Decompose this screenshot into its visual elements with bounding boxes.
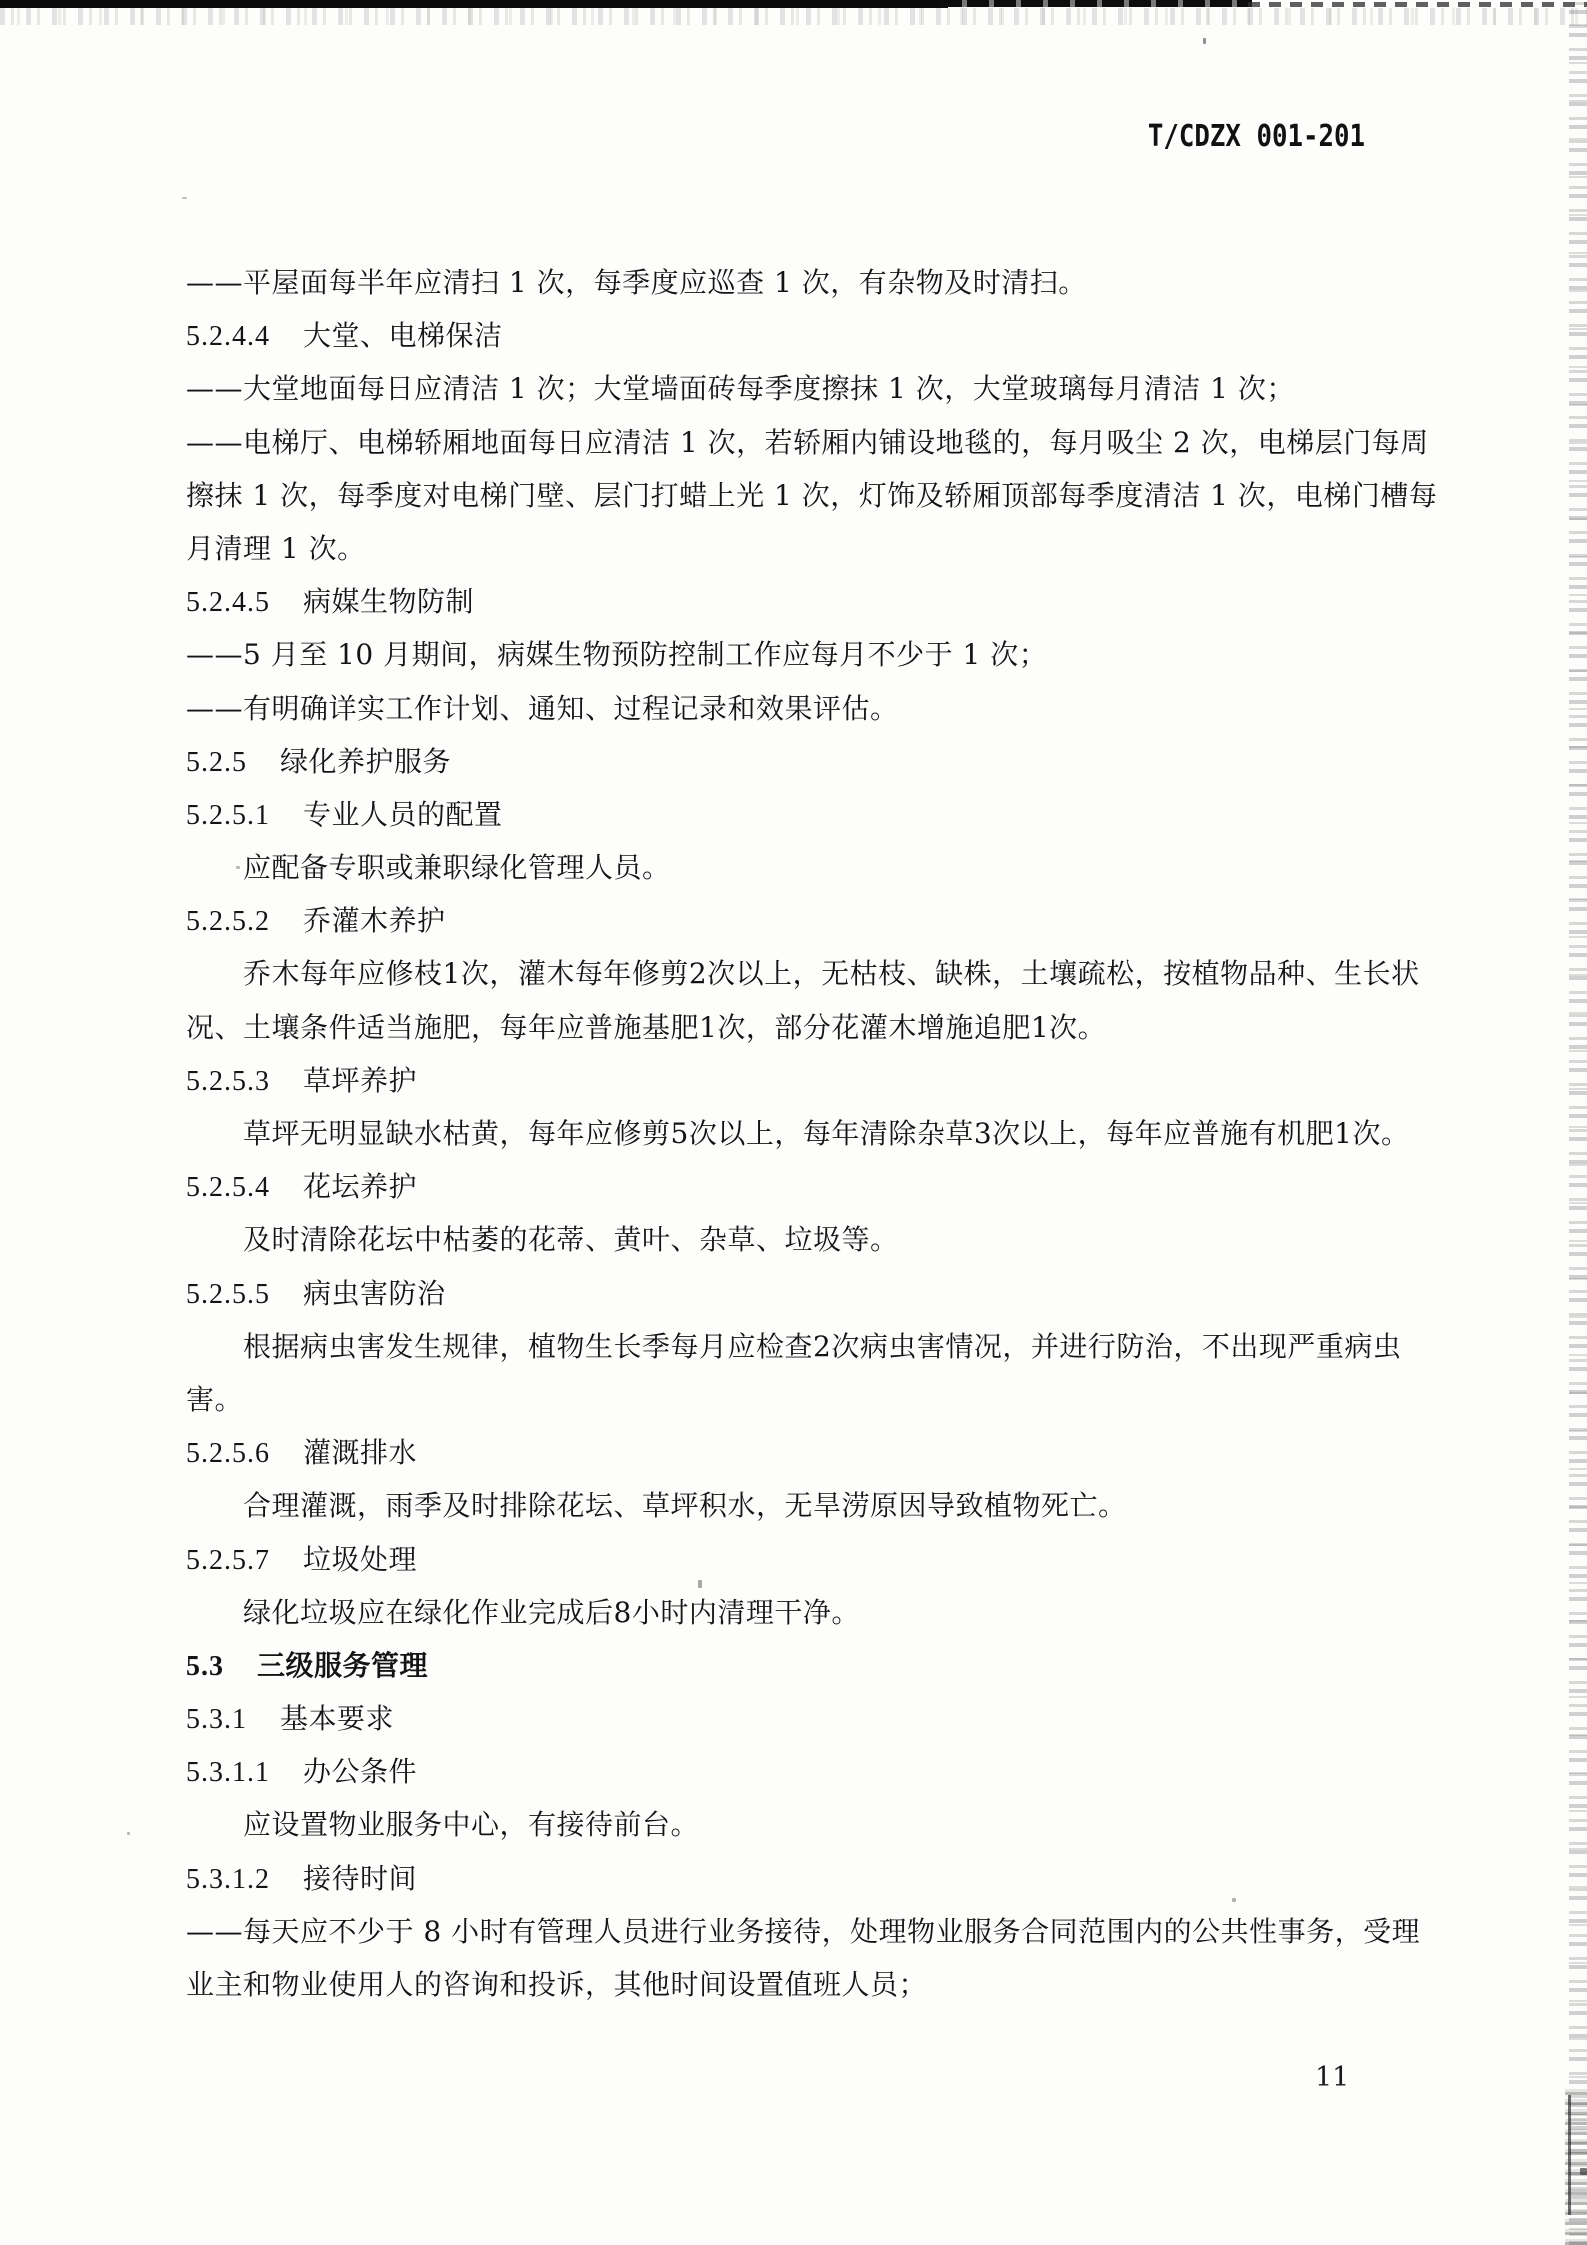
text-line [186, 416, 1482, 469]
page-number: 11 [1315, 2062, 1350, 2093]
text-line [186, 1001, 1482, 1054]
text-line [186, 947, 1482, 1000]
text-line [186, 469, 1482, 522]
line-text: 况、土壤条件适当施肥，每年应普施基肥1次，部分花灌木增施追肥1次。 [186, 1010, 1107, 1044]
text-line [186, 256, 1482, 309]
line-text: ——有明确详实工作计划、通知、过程记录和效果评估。 [186, 691, 899, 725]
line-text: 合理灌溉，雨季及时排除花坛、草坪积水，无旱涝原因导致植物死亡。 [243, 1489, 1127, 1523]
text-line [186, 1958, 1482, 2011]
scan-top-band [0, 0, 948, 8]
clause-number: 5.3.1.2 [186, 1863, 270, 1895]
clause-heading [186, 309, 1482, 362]
scan-right-edge-line [1568, 2095, 1571, 2215]
line-text: 病虫害防治 [303, 1277, 446, 1309]
line-text: 擦抹 1 次，每季度对电梯门壁、层门打蜡上光 1 次，灯饰及轿厢顶部每季度清洁 1 次，电梯门槽每 [186, 478, 1438, 512]
clause-heading [186, 1852, 1482, 1905]
line-text: 接待时间 [303, 1862, 418, 1894]
line-text: 草坪无明显缺水枯黄，每年应修剪5次以上，每年清除杂草3次以上，每年应普施有机肥1次。 [243, 1117, 1410, 1150]
clause-heading [186, 1692, 1482, 1745]
scan-speck [127, 1832, 130, 1835]
clause-heading [186, 1160, 1482, 1213]
text-line [186, 1373, 1482, 1426]
text-line [186, 362, 1482, 415]
clause-number: 5.2.5.3 [186, 1065, 270, 1097]
line-text: 专业人员的配置 [303, 798, 503, 830]
line-text: 乔木每年应修枝1次，灌木每年修剪2次以上，无枯枝、缺株，土壤疏松，按植物品种、生长状 [243, 957, 1420, 991]
clause-number: 5.3.1 [186, 1704, 247, 1736]
text-line [186, 1479, 1482, 1532]
clause-heading [186, 1745, 1482, 1798]
clause-number: 5.3 [186, 1650, 224, 1682]
clause-heading [186, 1426, 1482, 1479]
clause-number: 5.3.1.1 [186, 1757, 270, 1789]
clause-heading [186, 1267, 1482, 1320]
clause-number: 5.2.5.6 [186, 1438, 270, 1470]
text-line [186, 682, 1482, 735]
line-text: 应设置物业服务中心，有接待前台。 [243, 1808, 700, 1842]
line-text: 业主和物业使用人的咨询和投诉，其他时间设置值班人员； [186, 1968, 928, 2001]
clause-heading [186, 575, 1482, 628]
line-text: 大堂、电梯保洁 [303, 320, 503, 352]
clause-number: 5.2.4.4 [186, 321, 270, 353]
clause-number: 5.2.5.5 [186, 1278, 270, 1310]
line-text: 乔灌木养护 [303, 905, 446, 937]
line-text: 草坪养护 [303, 1064, 418, 1096]
clause-heading [186, 894, 1482, 947]
text-line [186, 628, 1482, 681]
text-line [186, 1213, 1482, 1266]
scan-top-band-dashes-light [1248, 2, 1587, 7]
line-text: ——每天应不少于 8 小时有管理人员进行业务接待，处理物业服务合同范围内的公共性事务，受理 [186, 1914, 1421, 1948]
line-text: 根据病虫害发生规律，植物生长季每月应检查2次病虫害情况，并进行防治，不出现严重病虫 [243, 1329, 1402, 1363]
line-text: 垃圾处理 [303, 1543, 418, 1575]
clause-number: 5.2.5 [186, 746, 247, 778]
text-line [186, 1107, 1482, 1160]
document-body [186, 256, 1482, 2011]
text-line [186, 1798, 1482, 1851]
scan-speck [182, 197, 187, 199]
scan-top-band-dashes [940, 0, 1252, 7]
clause-number: 5.2.5.1 [186, 799, 270, 831]
line-text: ——5 月至 10 月期间，病媒生物预防控制工作应每月不少于 1 次； [186, 638, 1048, 672]
line-text: 及时清除花坛中枯萎的花蒂、黄叶、杂草、垃圾等。 [243, 1223, 899, 1257]
text-line [186, 1320, 1482, 1373]
line-text: 害。 [186, 1382, 244, 1416]
line-text: 三级服务管理 [257, 1649, 429, 1681]
clause-number: 5.2.5.7 [186, 1544, 270, 1576]
clause-heading [186, 1639, 1482, 1692]
text-line [186, 1905, 1482, 1958]
line-text: 花坛养护 [303, 1171, 418, 1203]
scan-speck [1203, 38, 1206, 44]
line-text: ——平屋面每半年应清扫 1 次，每季度应巡查 1 次，有杂物及时清扫。 [186, 266, 1087, 299]
line-text: ——大堂地面每日应清洁 1 次；大堂墙面砖每季度擦抹 1 次，大堂玻璃每月清洁 1 次； [186, 372, 1295, 406]
scan-right-bottom-noise [1565, 2085, 1587, 2245]
clause-number: 5.2.5.4 [186, 1172, 270, 1204]
line-text: 绿化养护服务 [280, 745, 452, 777]
line-text: 基本要求 [280, 1703, 395, 1735]
clause-heading [186, 735, 1482, 788]
line-text: 月清理 1 次。 [186, 531, 366, 565]
line-text: 办公条件 [303, 1756, 418, 1788]
clause-heading [186, 788, 1482, 841]
scan-right-edge-noise [1569, 0, 1587, 2245]
text-line [186, 841, 1482, 894]
text-line [186, 1586, 1482, 1639]
clause-heading [186, 1533, 1482, 1586]
scan-speck [1580, 2168, 1587, 2175]
clause-number: 5.2.5.2 [186, 906, 270, 938]
line-text: 病媒生物防制 [303, 586, 475, 618]
clause-number: 5.2.4.5 [186, 587, 270, 619]
text-line [186, 522, 1482, 575]
standard-number-header: T/CDZX 001-201 [1147, 118, 1365, 154]
line-text: 绿化垃圾应在绿化作业完成后8小时内清理干净。 [243, 1595, 860, 1629]
scan-top-noise [0, 8, 1587, 25]
clause-heading [186, 1054, 1482, 1107]
line-text: 灌溉排水 [303, 1437, 418, 1469]
line-text: 应配备专职或兼职绿化管理人员。 [243, 851, 671, 885]
line-text: ——电梯厅、电梯轿厢地面每日应清洁 1 次，若轿厢内铺设地毯的，每月吸尘 2 次，电梯层门每周 [186, 425, 1429, 459]
